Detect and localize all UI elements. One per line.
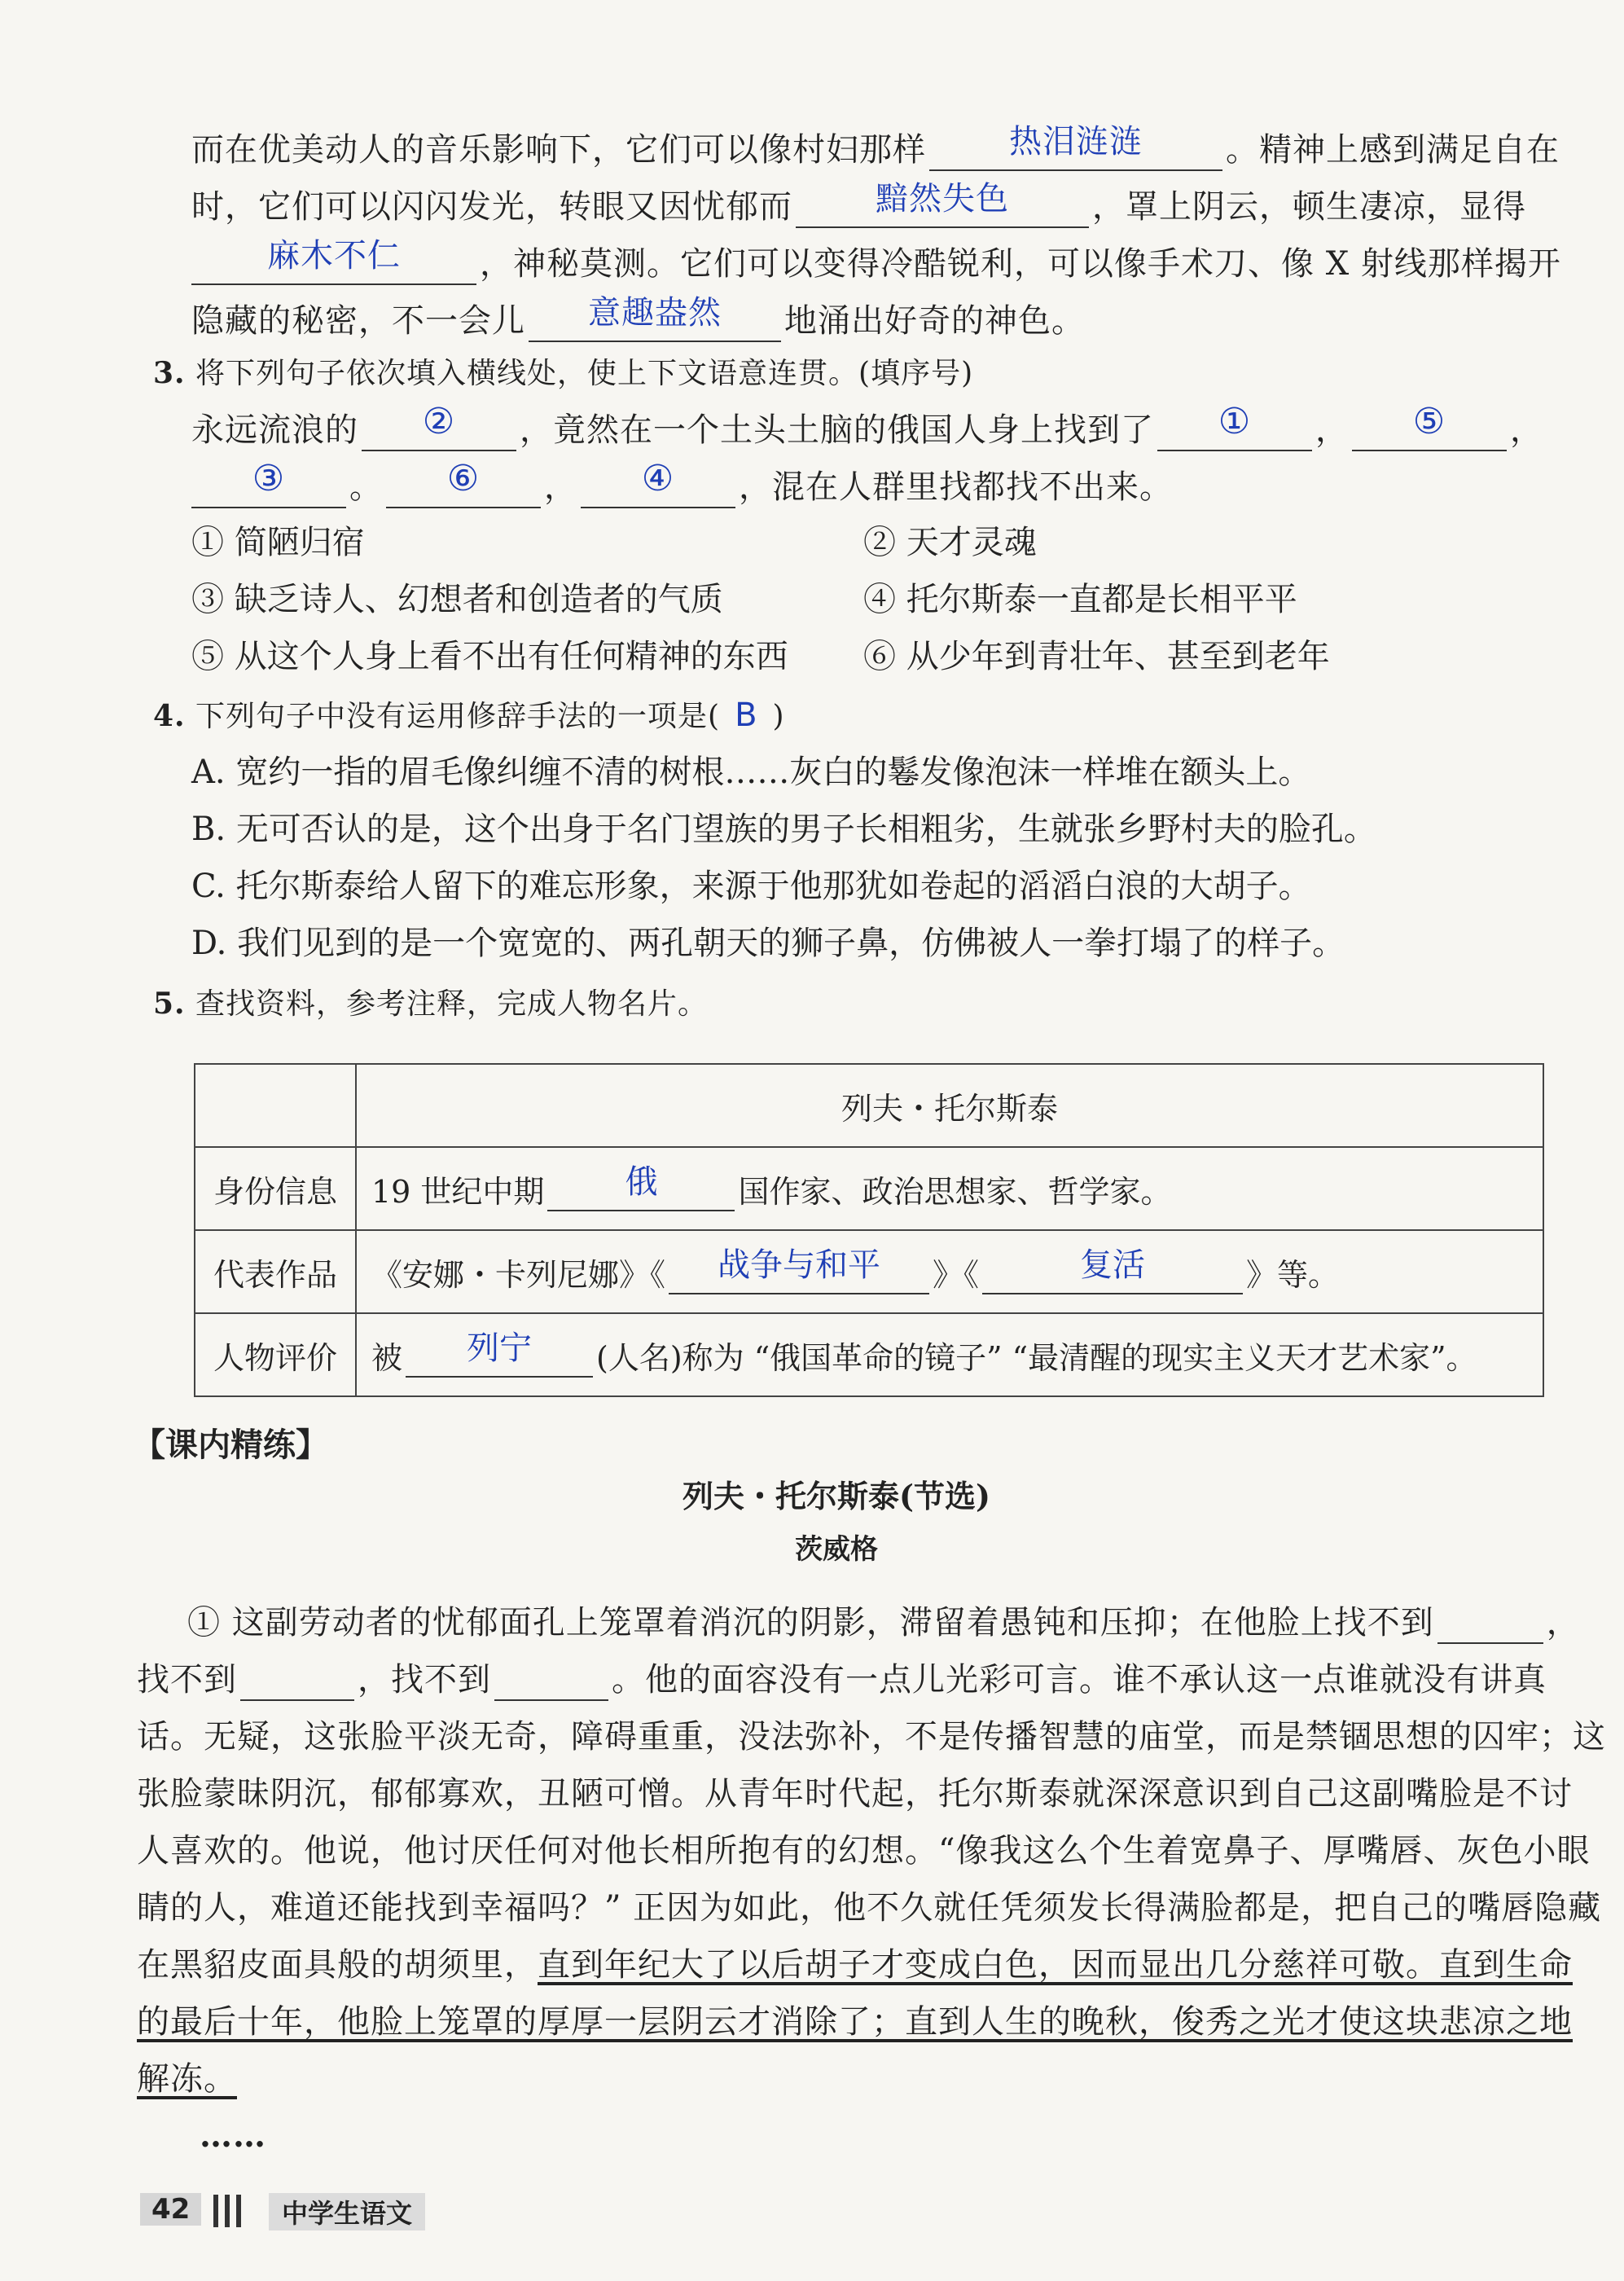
top-para-line-2 — [191, 180, 1526, 228]
handwritten-answer: 意趣盎然 — [588, 294, 722, 332]
q3-line-1 — [191, 401, 1543, 451]
q5-prompt — [153, 982, 708, 1026]
handwritten-answer: ⑤ — [1412, 401, 1446, 442]
top-para-line-3 — [191, 237, 1561, 285]
passage-line-4: 张脸蒙昧阴沉，郁郁寡欢，丑陋可憎。从青年时代起，托尔斯泰就深深意识到自己这副嘴脸是不讨 — [137, 1775, 1573, 1813]
q3-option: ⑥ 从少年到青壮年、甚至到老年 — [863, 638, 1330, 675]
text: 。精神上感到满足自在 — [1226, 131, 1560, 169]
question-text: 下列句子中没有运用修辞手法的一项是( — [195, 700, 721, 733]
answer-blank[interactable] — [406, 1329, 593, 1378]
card-corner — [195, 1064, 356, 1147]
passage-line-9: 解冻。 — [137, 2060, 237, 2098]
text: 时，它们可以闪闪发光，转眼又因忧郁而 — [191, 188, 792, 226]
card-row-label: 代表作品 — [195, 1230, 356, 1313]
handwritten-answer: ③ — [252, 458, 286, 499]
card-row-identity — [356, 1147, 1543, 1230]
top-para-line-4 — [191, 294, 1085, 342]
answer-blank[interactable] — [581, 458, 735, 508]
text: ) — [772, 700, 785, 733]
answer-blank[interactable] — [240, 1660, 354, 1701]
answer-blank[interactable] — [929, 123, 1222, 171]
q4-option: D. 我们见到的是一个宽宽的、两孔朝天的狮子鼻，仿佛被人一拳打塌了的样子。 — [191, 925, 1345, 962]
text: 在黑貂皮面具般的胡须里， — [137, 1946, 538, 1984]
question-number: 4. — [153, 699, 186, 733]
q4-option: A. 宽约一指的眉毛像纠缠不清的树根……灰白的鬈发像泡沫一样堆在额头上。 — [191, 754, 1311, 791]
card-title: 列夫・托尔斯泰 — [356, 1064, 1543, 1147]
text: 隐藏的秘密，不一会儿 — [191, 302, 525, 340]
answer-blank[interactable] — [547, 1162, 735, 1211]
text: ，找不到 — [358, 1661, 491, 1699]
answer-blank[interactable] — [1157, 401, 1312, 451]
book-name: 中学生语文 — [269, 2193, 425, 2230]
text: 。他的面容没有一点儿光彩可言。谁不承认这一点谁就没有讲真 — [612, 1661, 1547, 1699]
passage-line-1 — [187, 1602, 1580, 1644]
text: ，罩上阴云，顿生凄凉，显得 — [1092, 188, 1526, 226]
passage-line-7 — [137, 1944, 1573, 1986]
answer-blank[interactable] — [191, 458, 346, 508]
question-text: 查找资料，参考注释，完成人物名片。 — [195, 987, 709, 1021]
handwritten-answer: 战争与和平 — [718, 1246, 881, 1284]
question-number: 3. — [153, 356, 186, 390]
q4-prompt — [153, 694, 785, 738]
answer-blank[interactable] — [1437, 1603, 1543, 1644]
passage-line-3: 话。无疑，这张脸平淡无奇，障碍重重，没法弥补，不是传播智慧的庙堂，而是禁锢思想的囚牢；这 — [137, 1718, 1606, 1756]
card-row-label: 身份信息 — [195, 1147, 356, 1230]
handwritten-answer: 俄 — [625, 1162, 658, 1201]
passage-line-8: 的最后十年，他脸上笼罩的厚厚一层阴云才消除了；直到人生的晚秋，俊秀之光才使这块悲凉之地 — [137, 2003, 1573, 2041]
handwritten-answer: B — [735, 697, 758, 734]
text: ， — [544, 468, 577, 506]
handwritten-answer: 热泪涟涟 — [1009, 123, 1143, 160]
handwritten-answer: ⑥ — [446, 458, 481, 499]
text: 》《 — [933, 1256, 980, 1293]
text: ① 这副劳动者的忧郁面孔上笼罩着消沉的阴影，滞留着愚钝和压抑；在他脸上找不到 — [187, 1604, 1434, 1642]
text: 。 — [349, 468, 383, 506]
answer-blank[interactable] — [669, 1246, 929, 1294]
passage-author: 茨威格 — [795, 1533, 878, 1566]
text: 国作家、政治思想家、哲学家。 — [738, 1173, 1172, 1210]
page-number: 42 — [140, 2193, 201, 2226]
q3-prompt — [153, 352, 973, 395]
text: 永远流浪的 — [191, 411, 358, 449]
handwritten-answer: ④ — [641, 458, 675, 499]
text: 被 — [371, 1339, 403, 1376]
person-card-table — [194, 1063, 1544, 1397]
handwritten-answer: 列宁 — [467, 1329, 533, 1367]
question-text: 将下列句子依次填入横线处，使上下文语意连贯。(填序号) — [195, 357, 974, 390]
text: ， — [1510, 411, 1543, 449]
text: 19 世纪中期 — [371, 1173, 545, 1210]
text: 》等。 — [1246, 1256, 1340, 1293]
card-row-label: 人物评价 — [195, 1313, 356, 1396]
answer-blank[interactable] — [386, 458, 541, 508]
passage-line-2 — [137, 1659, 1547, 1701]
handwritten-answer: 黯然失色 — [876, 180, 1009, 218]
answer-blank[interactable] — [529, 294, 781, 342]
text: ， — [1315, 411, 1349, 449]
q3-option: ⑤ 从这个人身上看不出有任何精神的东西 — [191, 638, 788, 675]
text: 地涌出好奇的神色。 — [784, 302, 1085, 340]
passage-line-6: 睛的人，难道还能找到幸福吗？” 正因为如此，他不久就任凭须发长得满脸都是，把自己的嘴唇隐藏 — [137, 1889, 1602, 1927]
card-row-evaluation — [356, 1313, 1543, 1396]
handwritten-answer: 麻木不仁 — [267, 237, 401, 275]
answer-blank[interactable] — [796, 180, 1089, 228]
handwritten-answer: ② — [422, 401, 456, 442]
text: ，神秘莫测。它们可以变得冷酷锐利，可以像手术刀、像 X 射线那样揭开 — [480, 245, 1561, 283]
q3-option: ③ 缺乏诗人、幻想者和创造者的气质 — [191, 581, 723, 618]
text: ，混在人群里找都找不出来。 — [739, 468, 1173, 506]
section-header: 【课内精练】 — [133, 1426, 328, 1464]
answer-blank[interactable] — [191, 237, 476, 285]
q3-option: ① 简陋归宿 — [191, 524, 365, 561]
q4-option: C. 托尔斯泰给人留下的难忘形象，来源于他那犹如卷起的滔滔白浪的大胡子。 — [191, 868, 1311, 905]
text: 《安娜・卡列尼娜》《 — [371, 1256, 666, 1293]
q3-option: ② 天才灵魂 — [863, 524, 1037, 561]
text: 而在优美动人的音乐影响下，它们可以像村妇那样 — [191, 131, 926, 169]
passage-line-5: 人喜欢的。他说，他讨厌任何对他长相所抱有的幻想。“像我这么个生着宽鼻子、厚嘴唇、灰色小眼 — [137, 1832, 1591, 1870]
passage-title: 列夫・托尔斯泰(节选) — [683, 1478, 990, 1514]
q3-option: ④ 托尔斯泰一直都是长相平平 — [863, 581, 1297, 618]
question-number: 5. — [153, 987, 186, 1021]
answer-blank[interactable] — [494, 1660, 608, 1701]
underlined-sentence: 直到年纪大了以后胡子才变成白色，因而显出几分慈祥可敬。直到生命 — [538, 1946, 1573, 1984]
answer-blank[interactable] — [362, 401, 516, 451]
handwritten-answer: 复活 — [1080, 1246, 1146, 1284]
answer-blank[interactable] — [982, 1246, 1243, 1294]
text: (人名)称为 “俄国革命的镜子” “最清醒的现实主义天才艺术家”。 — [596, 1339, 1477, 1376]
divider-bars-icon — [213, 2195, 241, 2227]
handwritten-answer: ① — [1218, 401, 1252, 442]
q4-option: B. 无可否认的是，这个出身于名门望族的男子长相粗劣，生就张乡野村夫的脸孔。 — [191, 811, 1376, 848]
text: 找不到 — [137, 1661, 237, 1699]
text: ， — [1546, 1604, 1580, 1642]
q3-line-2 — [191, 458, 1173, 508]
card-row-works — [356, 1230, 1543, 1313]
answer-blank[interactable] — [1352, 401, 1507, 451]
text: ，竟然在一个土头土脑的俄国人身上找到了 — [520, 411, 1154, 449]
top-para-line-1 — [191, 123, 1560, 171]
passage-ellipsis: …… — [200, 2116, 266, 2155]
